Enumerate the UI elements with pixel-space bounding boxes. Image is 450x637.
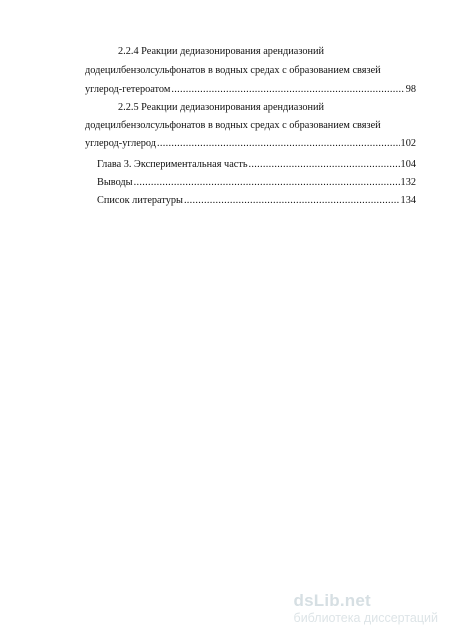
toc-2-2-4-page: 98 — [405, 84, 416, 95]
dslib-watermark — [294, 592, 438, 625]
dslib-logo: dsLib.net — [293, 591, 371, 610]
toc-references-title: Список литературы — [97, 195, 183, 206]
toc-chapter-3-title: Глава 3. Экспериментальная часть — [97, 159, 248, 170]
toc-conclusions-page: 132 — [400, 177, 416, 188]
toc-2-2-5-page: 102 — [400, 138, 416, 149]
toc-2-2-5-line1: 2.2.5 Реакции дедиазонирования арендиазоний — [118, 102, 325, 113]
toc-2-2-5-line2: додецилбензолсульфонатов в водных средах с образованием связей — [85, 120, 381, 131]
toc-conclusions-title: Выводы — [97, 177, 133, 188]
toc-2-2-4-line3: углерод-гетероатом — [85, 84, 171, 95]
dot-leader — [134, 176, 400, 189]
toc-entry-references[interactable] — [97, 194, 416, 207]
toc-entry-conclusions[interactable] — [97, 176, 416, 189]
toc-2-2-4-line2: додецилбензолсульфонатов в водных средах с образованием связей — [85, 65, 381, 76]
toc-2-2-5-line3: углерод-углерод — [85, 138, 157, 149]
dslib-subtitle: библиотека диссертаций — [293, 611, 438, 625]
dot-leader — [249, 158, 400, 171]
dot-leader — [171, 83, 404, 96]
toc-references-page: 134 — [400, 195, 416, 206]
toc-2-2-4-line1: 2.2.4 Реакции дедиазонирования арендиазоний — [118, 46, 325, 57]
toc-chapter-3-page: 104 — [400, 159, 416, 170]
toc-entry-2-2-4[interactable] — [85, 83, 416, 96]
toc-entry-2-2-5[interactable] — [85, 137, 416, 150]
dot-leader — [184, 194, 400, 207]
toc-entry-chapter-3[interactable] — [97, 158, 416, 171]
dot-leader — [157, 137, 400, 150]
